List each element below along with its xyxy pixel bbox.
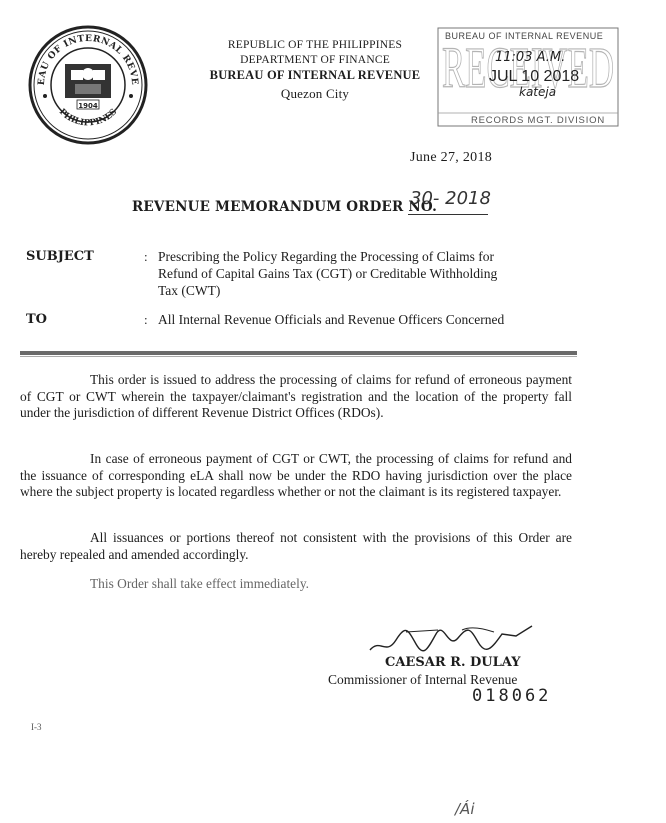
memo-date: June 27, 2018 <box>410 150 493 165</box>
body-paragraph-4: This Order shall take effect immediately. <box>90 576 310 591</box>
svg-text:1904: 1904 <box>78 102 98 110</box>
header-divider <box>20 351 577 355</box>
signatory-name: CAESAR R. DULAY <box>385 655 521 670</box>
to-label: TO <box>26 312 47 327</box>
body-paragraph-3: All issuances or portions thereof not consistent with the provisions of this Order are hereby repealed and amended accordingly. <box>20 530 572 562</box>
subject-line-3: Tax (CWT) <box>158 283 221 298</box>
body-paragraph-2: In case of erroneous payment of CGT or CWT, the processing of claims for refund and the issuance of corresponding eLA shall now be under the RDO having jurisdiction over the place where the subject property is located regardless whether or not the claimant is its registered taxpayer. <box>20 451 572 499</box>
to-value: All Internal Revenue Officials and Revenue Officers Concerned <box>158 312 505 327</box>
subject-colon: : <box>144 249 148 264</box>
header-city: Quezon City <box>280 86 350 101</box>
rmo-number-underline <box>408 214 488 215</box>
header-bureau: BUREAU OF INTERNAL REVENUE <box>209 68 421 82</box>
body-paragraph-1: This order is issued to address the processing of claims for refund of erroneous payment of CGT or CWT wherein the taxpayer/claimant's registration and the location of the property fall under the jurisdiction of different Revenue District Offices (RDOs). <box>20 372 572 420</box>
stamp-initials: kateja <box>519 85 557 99</box>
stamp-bottom-text: RECORDS MGT. DIVISION <box>471 115 605 126</box>
stamp-received-text: RECEIVED <box>442 35 614 100</box>
header-republic: REPUBLIC OF THE PHILIPPINES <box>227 39 403 51</box>
control-number: 018062 <box>472 686 552 706</box>
page-mark: I-3 <box>31 722 42 732</box>
bir-seal-logo <box>27 24 149 146</box>
stamp-time: 11:03 A.M. <box>495 50 566 65</box>
stamp-date: JUL 10 2018 <box>489 68 580 85</box>
stamp-top-text: BUREAU OF INTERNAL REVENUE <box>445 31 604 41</box>
rmo-number: 30- 2018 <box>410 188 491 209</box>
received-stamp <box>437 27 619 127</box>
signatory-title: Commissioner of Internal Revenue <box>328 672 518 687</box>
header-divider-thin <box>20 356 577 357</box>
subject-line-2: Refund of Capital Gains Tax (CGT) or Creditable Withholding <box>158 266 498 281</box>
subject-label: SUBJECT <box>26 249 94 264</box>
header-department: DEPARTMENT OF FINANCE <box>240 54 390 66</box>
svg-text:PHILIPPINES: PHILIPPINES <box>56 107 120 129</box>
subject-line-1: Prescribing the Policy Regarding the Processing of Claims for <box>158 249 494 264</box>
to-colon: : <box>144 312 148 327</box>
bottom-handwritten-mark: /Ái <box>455 800 475 818</box>
svg-text:BUREAU OF INTERNAL REVENUE: EAU OF INTERNAL REVE <box>36 33 140 86</box>
rmo-title: REVENUE MEMORANDUM ORDER NO. <box>132 199 437 215</box>
